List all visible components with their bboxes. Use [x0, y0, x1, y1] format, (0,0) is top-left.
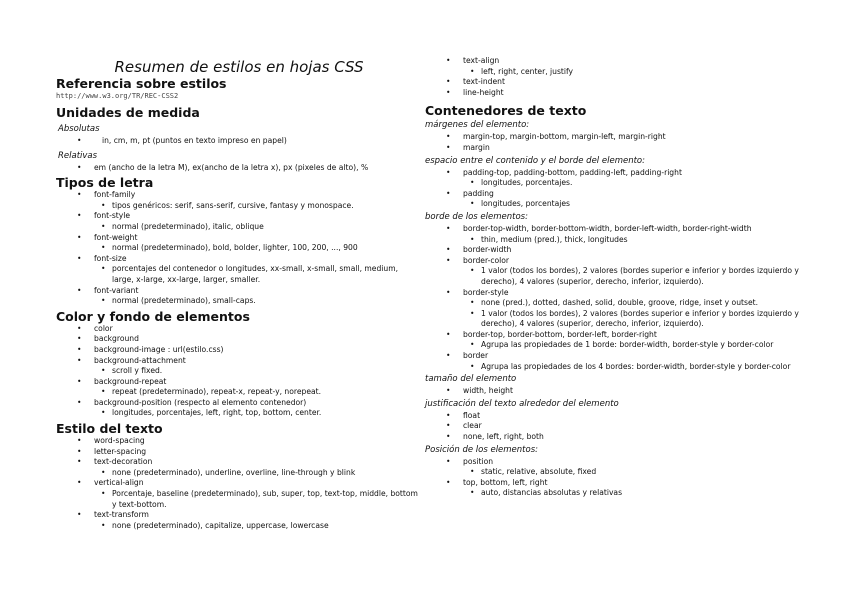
sub-list: [463, 467, 825, 478]
sub-list: [94, 366, 422, 377]
sub-list: [94, 296, 422, 307]
list-item-label: text-indent: [463, 77, 505, 87]
size-list: [425, 386, 825, 397]
list-item: [56, 345, 422, 356]
list-item: [425, 256, 825, 288]
list-item-label: font-variant: [94, 285, 139, 295]
sub-list: [94, 201, 422, 212]
sub-list: [94, 264, 422, 285]
list-item: [425, 457, 825, 478]
sub-list-item: • auto, distancias absolutas y relativas: [463, 488, 825, 499]
list-item-label: background: [94, 334, 139, 344]
list-item-label: line-height: [463, 87, 504, 97]
sub-list: [94, 468, 422, 479]
sub-list: [463, 235, 825, 246]
list-item: [425, 288, 825, 330]
list-item-label: text-transform: [94, 510, 149, 520]
sub-list-item: • porcentajes del contenedor o longitudes, xx-small, x-small, small, medium, large, x-large, xx-large, larger, smaller.: [94, 264, 422, 285]
sub-list-item: • longitudes, porcentajes, left, right, top, bottom, center.: [94, 408, 422, 419]
sub-list: [463, 178, 825, 189]
borders-label: borde de los elementos:: [425, 211, 528, 222]
list-item: [56, 286, 422, 307]
list-item: [425, 189, 825, 210]
borders-list: [425, 224, 825, 372]
list-item-label: padding-top, padding-bottom, padding-left, padding-right: [463, 167, 682, 177]
color-list: [56, 324, 422, 419]
sub-list: [94, 489, 422, 510]
list-item: [56, 377, 422, 398]
list-item-label: position: [463, 456, 494, 466]
reference-heading: Referencia sobre estilos: [56, 76, 227, 91]
sub-list: [463, 266, 825, 287]
list-item: [425, 432, 825, 443]
sub-list-item: • static, relative, absolute, fixed: [463, 467, 825, 478]
absolute-units-list: [56, 136, 422, 147]
list-item-label: border-top, border-bottom, border-left, border-right: [463, 329, 657, 339]
sub-list: [463, 362, 825, 373]
sub-list: [94, 521, 422, 532]
margins-list: [425, 132, 825, 153]
sub-list: [463, 67, 825, 78]
absolute-units-label: Absolutas: [58, 124, 100, 134]
list-item: [56, 398, 422, 419]
sub-list-item: • 1 valor (todos los bordes), 2 valores (bordes superior e inferior y bordes izquierdo y derecho), 4 valores (superior, derecho, inferior, izquierdo).: [463, 266, 825, 287]
relative-units-list: [56, 163, 422, 174]
list-item: [425, 143, 825, 154]
list-item: [425, 386, 825, 397]
list-item-label: letter-spacing: [94, 446, 147, 456]
sub-list: [463, 340, 825, 351]
list-item-label: text-align: [463, 56, 500, 65]
list-item-label: margin-top, margin-bottom, margin-left, margin-right: [463, 132, 666, 142]
sub-list-item: • 1 valor (todos los bordes), 2 valores (bordes superior e inferior y bordes izquierdo y derecho), 4 valores (superior, derecho, inferior, izquierdo).: [463, 309, 825, 330]
list-item: [56, 447, 422, 458]
list-item: [56, 436, 422, 447]
sub-list: [94, 408, 422, 419]
right-column: [425, 56, 825, 499]
padding-label: espacio entre el contenido y el borde del elemento:: [425, 155, 645, 166]
list-item: • em (ancho de la letra M), ex(ancho de la letra x), px (pixeles de alto), %: [56, 163, 422, 174]
list-item-label: color: [94, 323, 113, 333]
list-item-label: text-decoration: [94, 457, 153, 467]
list-item-label: border-style: [463, 287, 509, 297]
list-item-label: border-top-width, border-bottom-width, border-left-width, border-right-width: [463, 223, 752, 233]
size-label: tamaño del elemento: [425, 374, 517, 385]
list-item: [56, 324, 422, 335]
list-item-label: background-image : url(estilo.css): [94, 344, 224, 354]
list-item-label: border-color: [463, 255, 510, 265]
list-item: [56, 211, 422, 232]
sub-list-item: • tipos genéricos: serif, sans-serif, cursive, fantasy y monospace.: [94, 201, 422, 212]
sub-list-item: • normal (predeterminado), italic, oblique: [94, 222, 422, 233]
color-heading: Color y fondo de elementos: [56, 308, 250, 324]
list-item: [56, 190, 422, 211]
float-label: justificación del texto alrededor del elemento: [425, 398, 619, 409]
list-item-label: clear: [463, 421, 482, 431]
sub-list-item: • thin, medium (pred.), thick, longitudes: [463, 235, 825, 246]
list-item: [56, 334, 422, 345]
document-title: Resumen de estilos en hojas CSS: [114, 58, 364, 76]
list-item: [56, 254, 422, 286]
position-label: Posición de los elementos:: [425, 444, 539, 455]
list-item: [425, 56, 825, 77]
list-item: [425, 168, 825, 189]
sub-list: [463, 199, 825, 210]
sub-list-item: • Agrupa las propiedades de los 4 bordes: border-width, border-style y border-color: [463, 362, 825, 373]
list-item: [56, 233, 422, 254]
reference-url[interactable]: http://www.w3.org/TR/REC-CSS2: [56, 92, 179, 100]
sub-list-item: • normal (predeterminado), small-caps.: [94, 296, 422, 307]
text-style-list: [56, 436, 422, 531]
list-item-label: font-family: [94, 190, 136, 200]
sub-list: [463, 298, 825, 330]
left-column: [56, 0, 422, 531]
text-style-list-continued: [425, 56, 825, 98]
sub-list-item: • none (predeterminado), underline, overline, line-through y blink: [94, 468, 422, 479]
list-item-label: background-repeat: [94, 376, 167, 386]
list-item-label: font-style: [94, 211, 131, 221]
float-list: [425, 411, 825, 443]
list-item-label: background-attachment: [94, 355, 186, 365]
position-list: [425, 457, 825, 499]
sub-list: [94, 387, 422, 398]
sub-list-item: • Agrupa las propiedades de 1 borde: border-width, border-style y border-color: [463, 340, 825, 351]
fonts-heading: Tipos de letra: [56, 175, 154, 191]
sub-list-item: • none (pred.), dotted, dashed, solid, double, groove, ridge, inset y outset.: [463, 298, 825, 309]
list-item: [425, 88, 825, 99]
list-item: [56, 356, 422, 377]
list-item-label: word-spacing: [94, 436, 145, 446]
list-item: [56, 510, 422, 531]
list-item-label: float: [463, 410, 481, 420]
containers-heading: Contenedores de texto: [425, 103, 587, 119]
sub-list: [94, 222, 422, 233]
list-item-label: width, height: [463, 386, 513, 396]
sub-list-item: • none (predeterminado), capitalize, uppercase, lowercase: [94, 521, 422, 532]
margins-label: márgenes del elemento:: [425, 120, 530, 131]
sub-list-item: • scroll y fixed.: [94, 366, 422, 377]
list-item-label: font-weight: [94, 232, 138, 242]
relative-units-label: Relativas: [58, 150, 98, 161]
sub-list-item: • longitudes, porcentajes: [463, 199, 825, 210]
list-item: [425, 330, 825, 351]
list-item: [425, 411, 825, 422]
list-item: [425, 351, 825, 372]
list-item: [56, 457, 422, 478]
list-item-label: none, left, right, both: [463, 432, 544, 442]
sub-list-item: • left, right, center, justify: [463, 67, 825, 78]
fonts-list: [56, 190, 422, 307]
list-item: [425, 478, 825, 499]
list-item: • in, cm, m, pt (puntos en texto impreso en papel): [56, 136, 422, 147]
sub-list: [94, 243, 422, 254]
list-item-label: background-position (respecto al elemento contenedor): [94, 397, 307, 407]
list-item-label: border: [463, 351, 489, 361]
list-item: [425, 77, 825, 88]
list-item: [425, 245, 825, 256]
list-item-label: padding: [463, 188, 494, 198]
sub-list-item: • longitudes, porcentajes.: [463, 178, 825, 189]
padding-list: [425, 168, 825, 210]
list-item-label: vertical-align: [94, 478, 144, 488]
sub-list-item: • repeat (predeterminado), repeat-x, repeat-y, norepeat.: [94, 387, 422, 398]
list-item: [425, 224, 825, 245]
list-item: [425, 421, 825, 432]
list-item-label: font-size: [94, 253, 127, 263]
list-item-label: top, bottom, left, right: [463, 477, 548, 487]
list-item: [425, 132, 825, 143]
sub-list-item: • Porcentaje, baseline (predeterminado), sub, super, top, text-top, middle, bottom y text-bottom.: [94, 489, 422, 510]
list-item-label: border-width: [463, 245, 512, 255]
list-item: [56, 478, 422, 510]
sub-list-item: • normal (predeterminado), bold, bolder, lighter, 100, 200, ..., 900: [94, 243, 422, 254]
list-item-label: margin: [463, 142, 490, 152]
text-style-heading: Estilo del texto: [56, 421, 163, 437]
sub-list: [463, 488, 825, 499]
units-heading: Unidades de medida: [56, 105, 200, 120]
